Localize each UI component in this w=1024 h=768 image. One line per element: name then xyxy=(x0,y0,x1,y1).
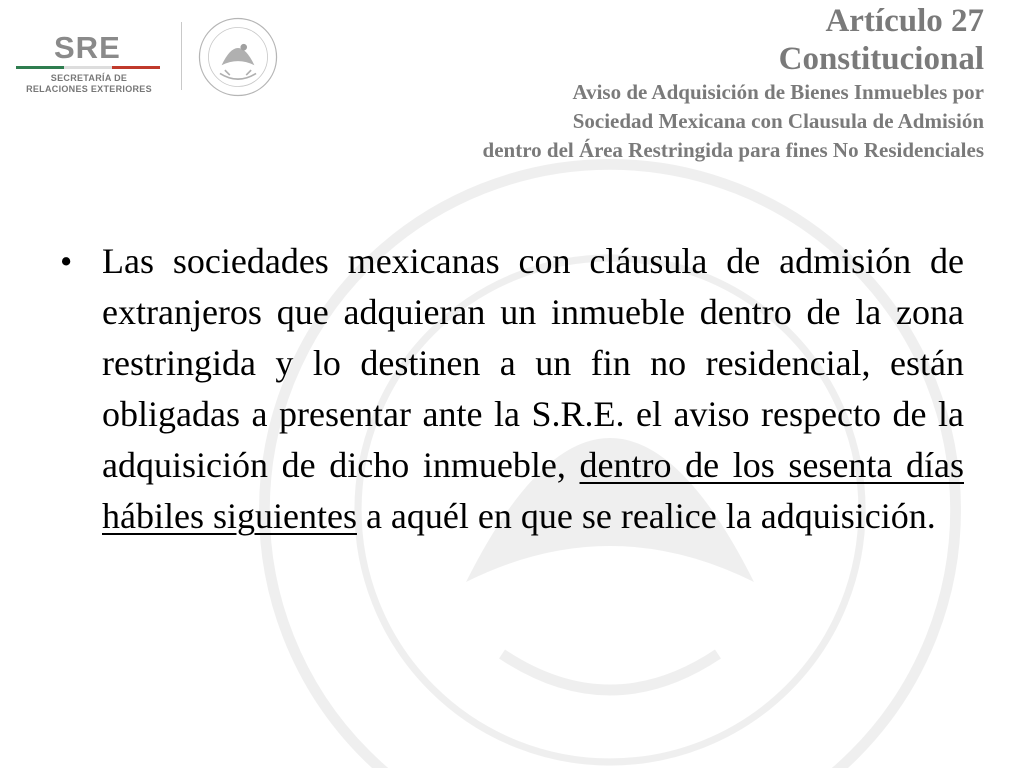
slide-body xyxy=(60,236,964,542)
logo-divider xyxy=(181,22,182,90)
paragraph-text-end: a aquél en que se realice la adquisición. xyxy=(356,496,936,536)
bullet-item xyxy=(60,236,964,542)
flag-color-rule xyxy=(16,66,160,69)
national-seal-icon xyxy=(197,16,279,98)
title-line2: Constitucional xyxy=(778,41,984,77)
title-line1: Artículo 27 xyxy=(825,3,984,39)
subtitle-line1: Aviso de Adquisición de Bienes Inmuebles por xyxy=(572,80,984,104)
bullet-icon: • xyxy=(60,242,73,281)
paragraph-text-start: Las sociedades mexicanas con cláusula de admisión de extranjeros que adquieran un inmueble dentro de la zona restringida y lo destinen a un fin no residencial, están obligadas a presentar ante la S.R.E. el aviso respecto de la adquisición de dicho inmueble, xyxy=(102,241,964,485)
logo-acronym: SRE xyxy=(54,30,121,65)
underlined-deadline: dentro de los sesenta días hábiles siguientes xyxy=(102,445,964,536)
sre-logo xyxy=(14,28,164,98)
bullet-paragraph xyxy=(102,236,964,542)
logo-line1: SECRETARÍA DE xyxy=(50,73,128,83)
subtitle-line3: dentro del Área Restringida para fines No Residenciales xyxy=(482,138,984,162)
subtitle-line2: Sociedad Mexicana con Clausula de Admisión xyxy=(572,109,984,133)
title-block xyxy=(284,2,984,165)
logo-line2: RELACIONES EXTERIORES xyxy=(26,84,152,94)
